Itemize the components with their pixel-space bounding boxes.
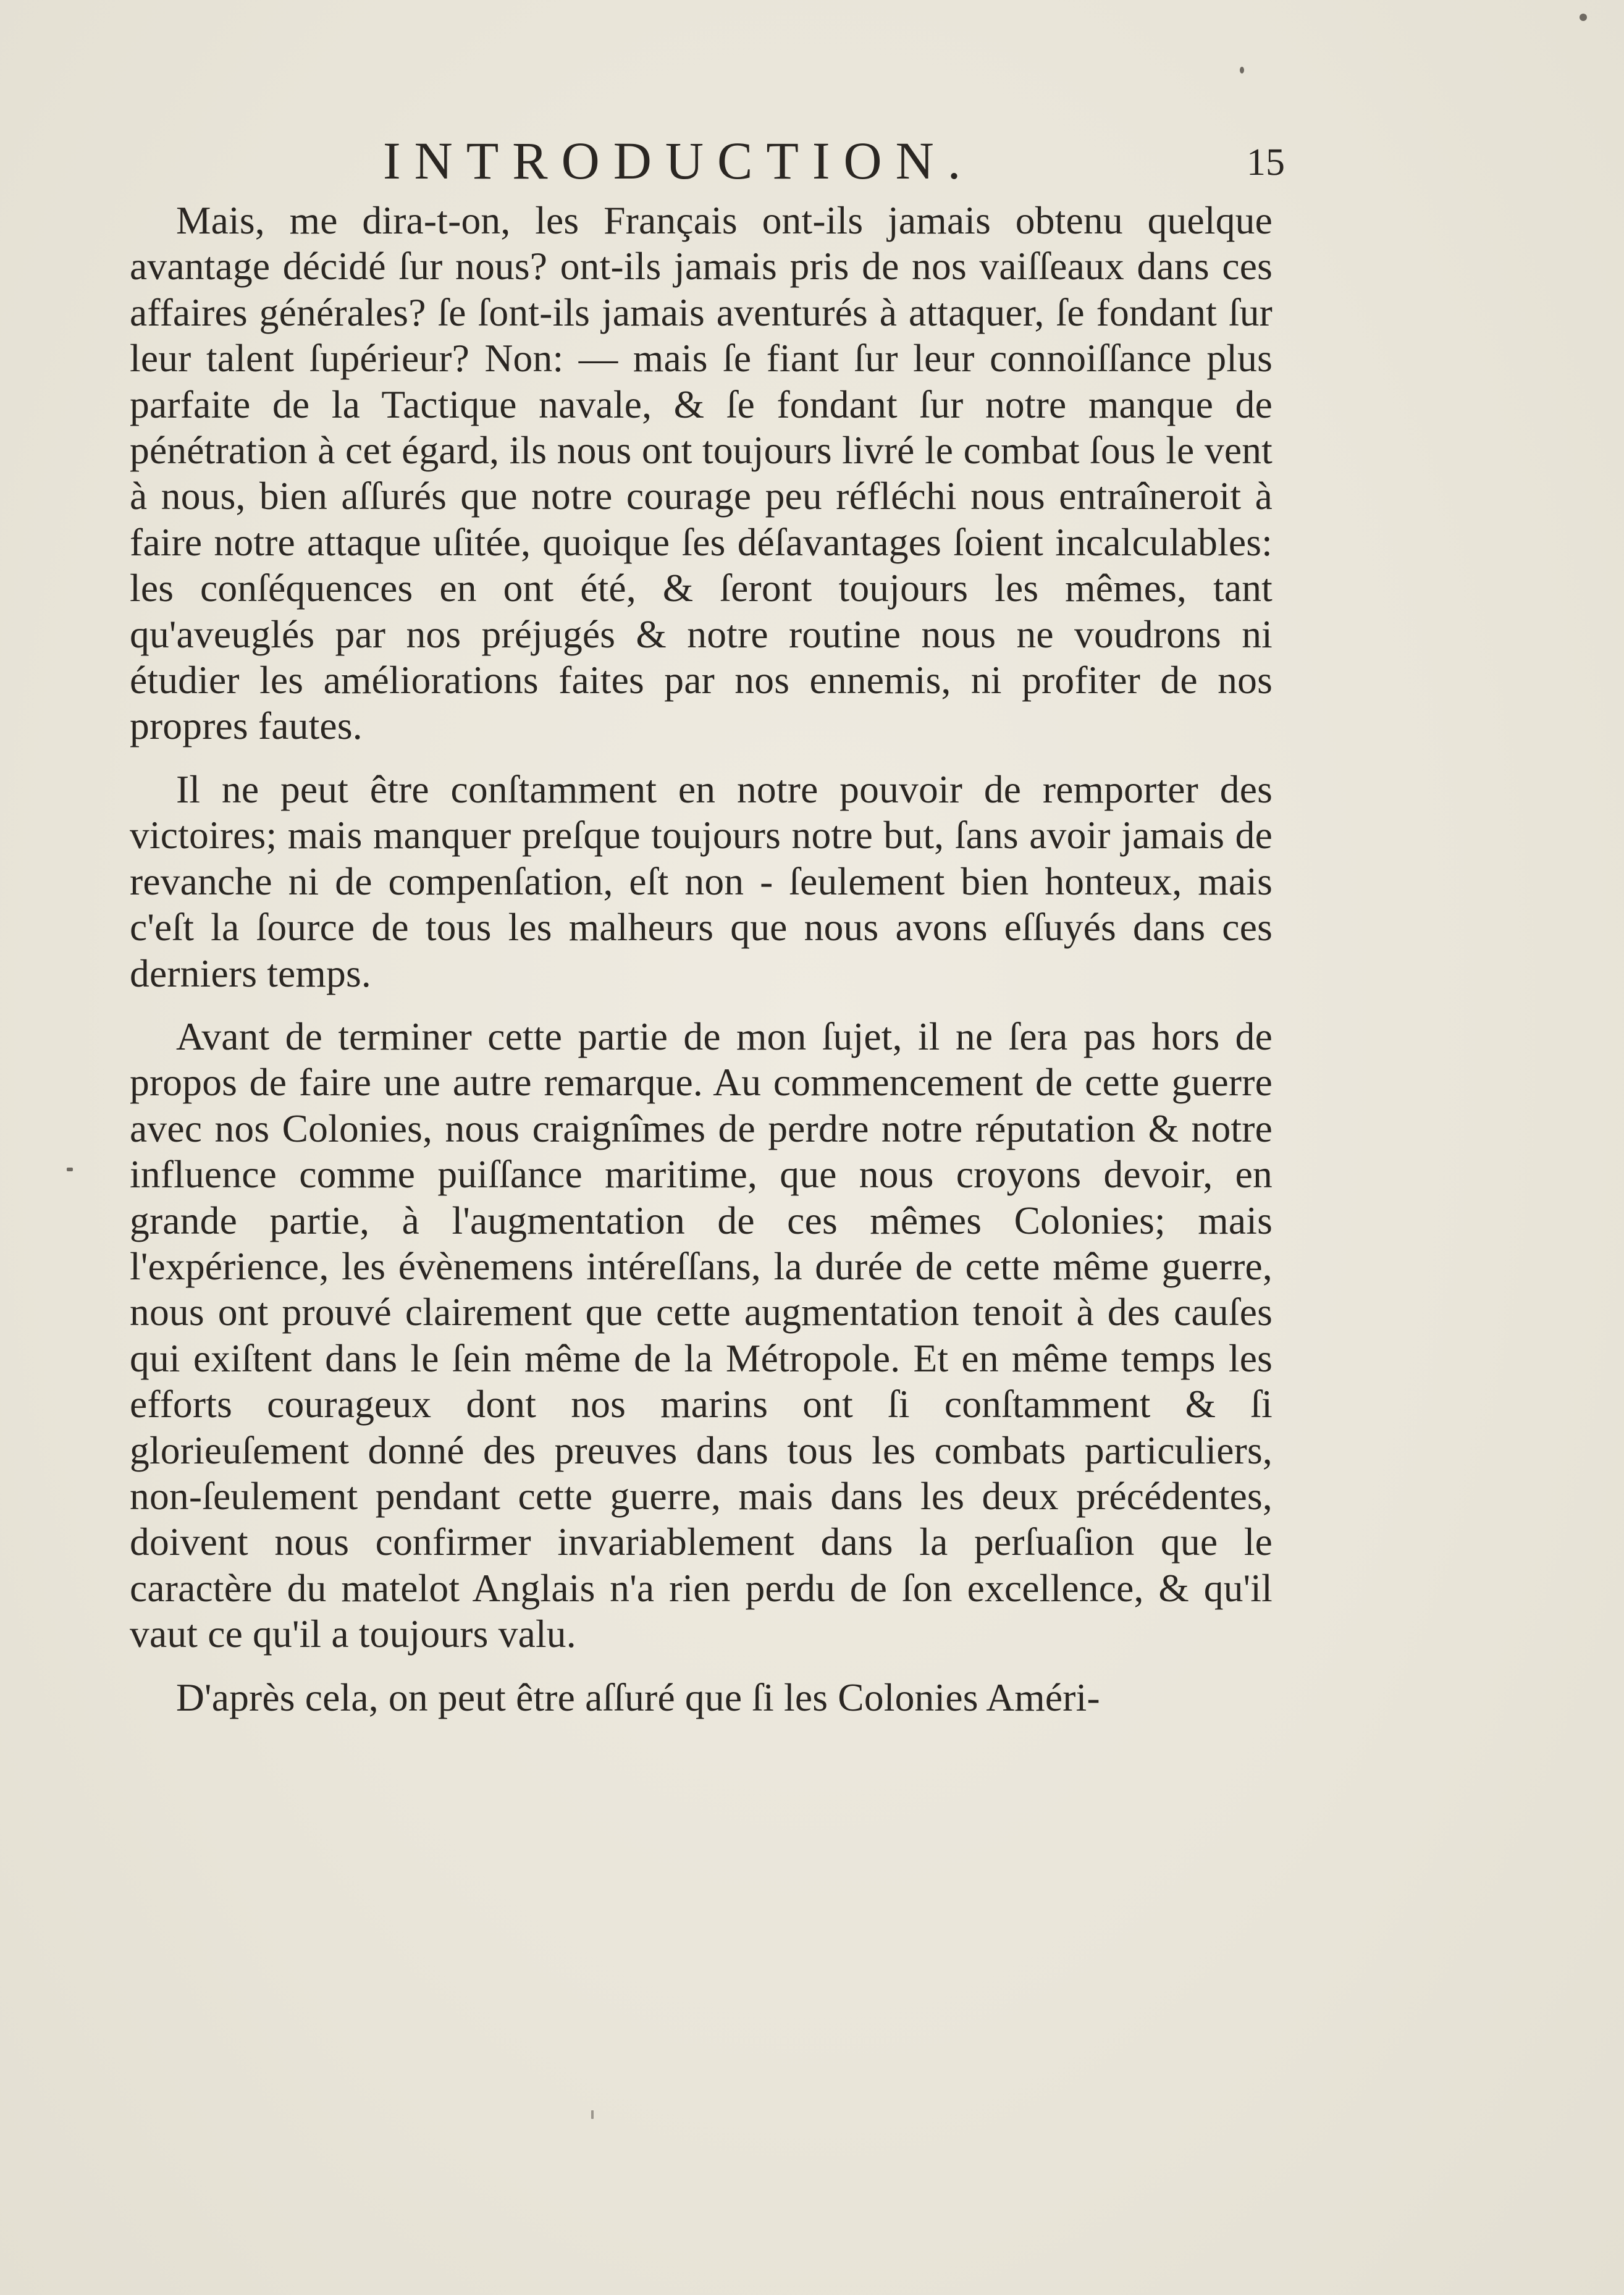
running-head <box>124 127 1285 195</box>
paragraph-1: Mais, me dira-t-on, les Français ont-ils jamais obtenu quelque avantage décidé ſur nous? ont-ils jamais pris de nos vaiſſeaux dans ces affaires générales? ſe ſont-ils jamais aventurés à attaquer, ſe fondant ſur leur talent ſupérieur? Non: — mais ſe fiant ſur leur connoiſſance plus parfaite de la Tactique navale, & ſe fondant ſur notre manque de pénétration à cet égard, ils nous ont toujours livré le combat ſous le vent à nous, bien aſſurés que notre courage peu réfléchi nous entraîneroit à faire notre attaque uſitée, quoique ſes déſavantages ſoient incalculables: les conſéquences en ont été, & ſeront toujours les mêmes, tant qu'aveuglés par nos préjugés & notre routine nous ne voudrons ni étudier les améliorations faites par nos ennemis, ni profiter de nos propres fautes. <box>130 198 1273 748</box>
margin-ink-mark <box>67 1168 73 1171</box>
paragraph-3: Avant de terminer cette partie de mon ſujet, il ne ſera pas hors de propos de faire une autre remarque. Au commencement de cette guerre avec nos Colonies, nous craignîmes de perdre notre réputation & notre influence comme puiſſance maritime, que nous croyons devoir, en grande partie, à l'augmentation de ces mêmes Colonies; mais l'expérience, les évènemens intéreſſans, la durée de cette même guerre, nous ont prouvé clairement que cette augmentation tenoit à des cauſes qui exiſtent dans le ſein même de la Métropole. Et en même temps les efforts courageux dont nos marins ont ſi conſtamment & ſi glorieuſement donné des preuves dans tous les combats particuliers, non-ſeulement pendant cette guerre, mais dans les deux précédentes, doivent nous confirmer invariablement dans la perſuaſion que le caractère du matelot Anglais n'a rien perdu de ſon excellence, & qu'il vaut ce qu'il a toujours valu. <box>130 1014 1273 1656</box>
top-ink-spot <box>1240 67 1244 74</box>
bottom-ink-mark <box>591 2110 594 2119</box>
paragraph-2: Il ne peut être conſtamment en notre pouvoir de remporter des victoires; mais manquer preſque toujours notre but, ſans avoir jamais de revanche ni de compenſation, eſt non - ſeulement bien honteux, mais c'eſt la ſource de tous les malheurs que nous avons eſſuyés dans ces derniers temps. <box>130 767 1273 995</box>
body-text <box>130 198 1273 1720</box>
running-title: INTRODUCTION. <box>383 131 975 190</box>
page-number: 15 <box>1247 141 1285 183</box>
paragraph-4: D'après cela, on peut être aſſuré que ſi les Colonies Améri- <box>176 1675 1100 1719</box>
corner-ink-spot <box>1580 14 1587 21</box>
